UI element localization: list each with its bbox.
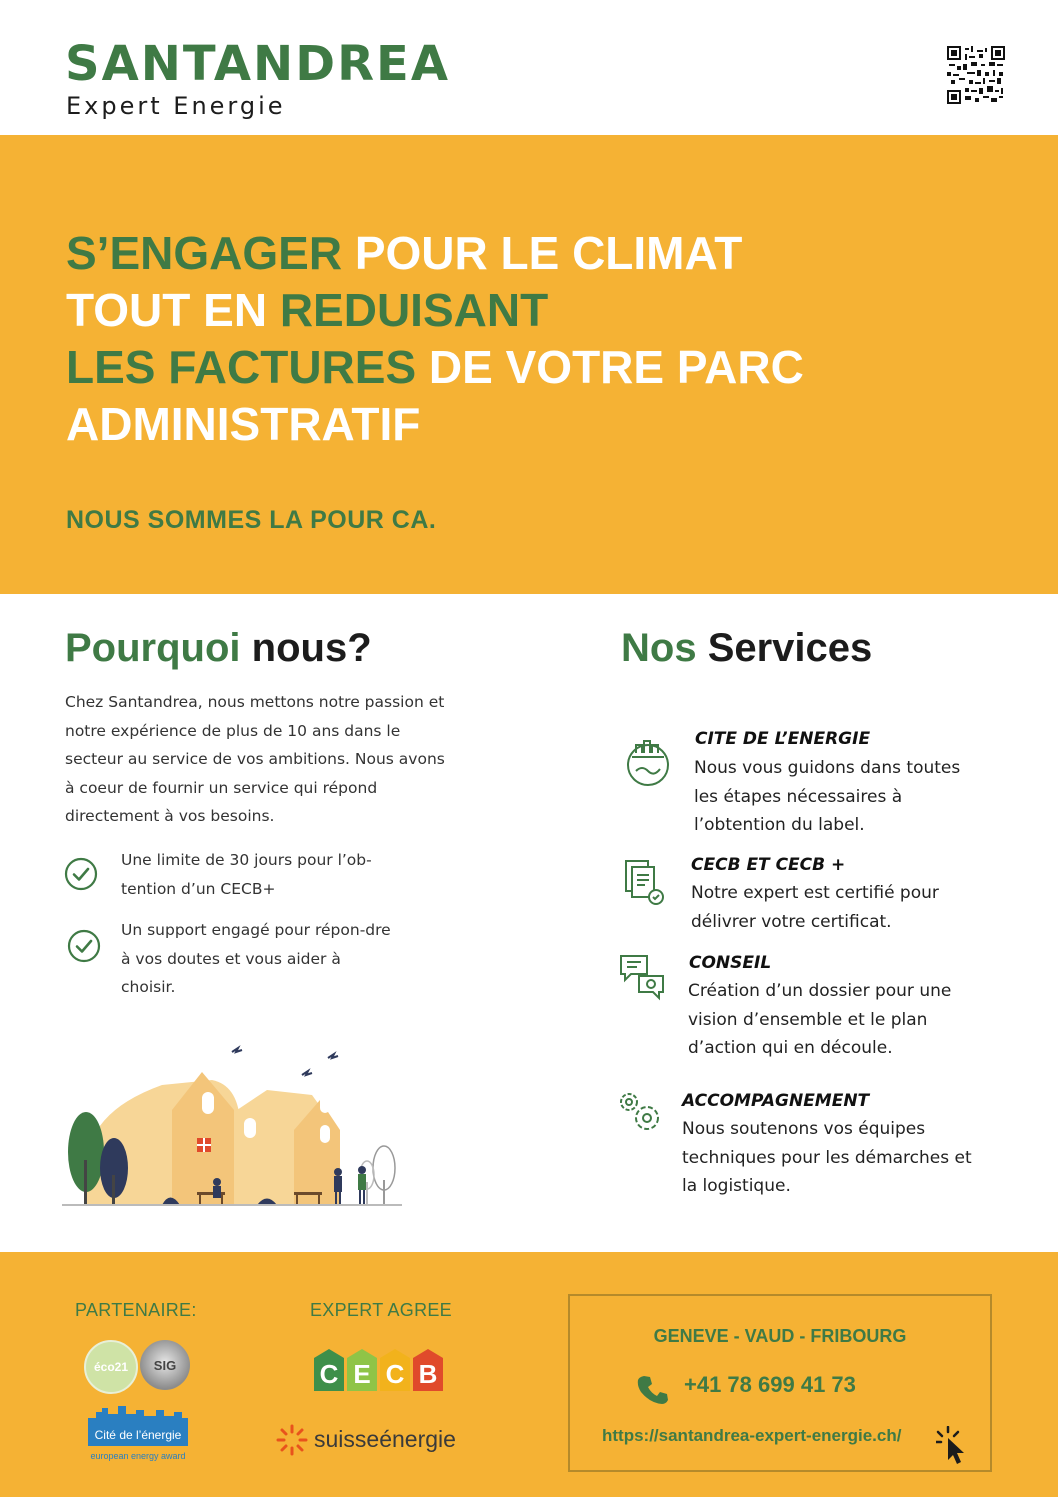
services-title-dark: Services	[696, 626, 873, 670]
why-title	[65, 628, 372, 668]
cite-energie-logo-text: Cité de l’énergie	[94, 1428, 182, 1442]
service-heading: CONSEIL	[689, 953, 772, 973]
certificate-documents-icon	[620, 857, 672, 909]
service-heading: ACCOMPAGNEMENT	[682, 1091, 870, 1111]
why-bullet: Une limite de 30 jours pour l’ob-tention d’un CECB+	[121, 851, 372, 898]
hero-headline	[66, 225, 804, 453]
service-description: Création d’un dossier pour une vision d’ensemble et le plan d’action qui en découle.	[688, 981, 952, 1058]
suisse-energie-logo: suisseénergie	[314, 1426, 456, 1452]
services-title-green: Nos	[621, 626, 697, 670]
eea-logo-text: european energy award	[90, 1451, 186, 1461]
brand-name: SANTANDREA	[65, 36, 450, 92]
partner-label: PARTENAIRE:	[75, 1300, 197, 1320]
eco21-logo: éco21	[84, 1340, 138, 1394]
regions: GENEVE - VAUD - FRIBOURG	[653, 1326, 907, 1346]
sig-logo: SIG	[140, 1340, 190, 1390]
headline-part: POUR LE CLIMAT	[342, 227, 743, 279]
check-circle-icon	[64, 857, 98, 891]
website-link[interactable]: https://santandrea-expert-energie.ch/	[602, 1426, 902, 1445]
headline-part: S’ENGAGER	[66, 227, 343, 279]
why-bullet: Un support engagé pour répon-dre à vos doutes et vous aider à choisir.	[121, 921, 391, 996]
cecb-letter: E	[353, 1359, 371, 1389]
service-description: Notre expert est certifié pour délivrer votre certificat.	[691, 883, 939, 932]
why-title-dark: nous?	[240, 626, 372, 670]
service-description: Nous vous guidons dans toutes les étapes nécessaires à l’obtention du label.	[694, 758, 961, 835]
why-paragraph: Chez Santandrea, nous mettons notre passion et notre expérience de plus de 10 ans dans le secteur au service de vos ambitions. Nous avons à coeur de fournir un service qui répond directement à vos besoins.	[65, 693, 445, 825]
service-heading: CITE DE L’ENERGIE	[695, 729, 871, 749]
why-title-green: Pourquoi	[65, 626, 241, 670]
phone-icon	[637, 1373, 669, 1405]
service-heading: CECB ET CECB +	[691, 855, 846, 875]
headline-part: DE VOTRE PARC	[416, 341, 804, 393]
globe-city-icon	[622, 735, 674, 787]
headline-part: ADMINISTRATIF	[66, 398, 421, 450]
cecb-letter: B	[418, 1359, 438, 1389]
headline-part: TOUT EN	[66, 284, 280, 336]
city-illustration	[62, 1040, 402, 1210]
chat-bubbles-icon	[617, 950, 669, 1002]
expert-label: EXPERT AGREE	[310, 1300, 452, 1320]
headline-part: REDUISANT	[279, 284, 549, 336]
services-title	[621, 628, 872, 668]
service-description: Nous soutenons vos équipes techniques pour les démarches et la logistique.	[682, 1119, 972, 1196]
click-cursor-icon	[936, 1426, 972, 1466]
check-circle-icon	[67, 929, 101, 963]
cecb-letter: C	[319, 1359, 339, 1389]
headline-part: LES FACTURES	[66, 341, 417, 393]
phone-number[interactable]: +41 78 699 41 73	[684, 1372, 856, 1397]
sun-icon	[276, 1424, 308, 1456]
brand-subtitle: Expert Energie	[66, 92, 286, 120]
hero-tagline: NOUS SOMMES LA POUR CA.	[66, 506, 437, 534]
qr-code-icon[interactable]	[947, 46, 1005, 104]
gears-icon	[615, 1088, 667, 1140]
cecb-letter: C	[385, 1359, 405, 1389]
